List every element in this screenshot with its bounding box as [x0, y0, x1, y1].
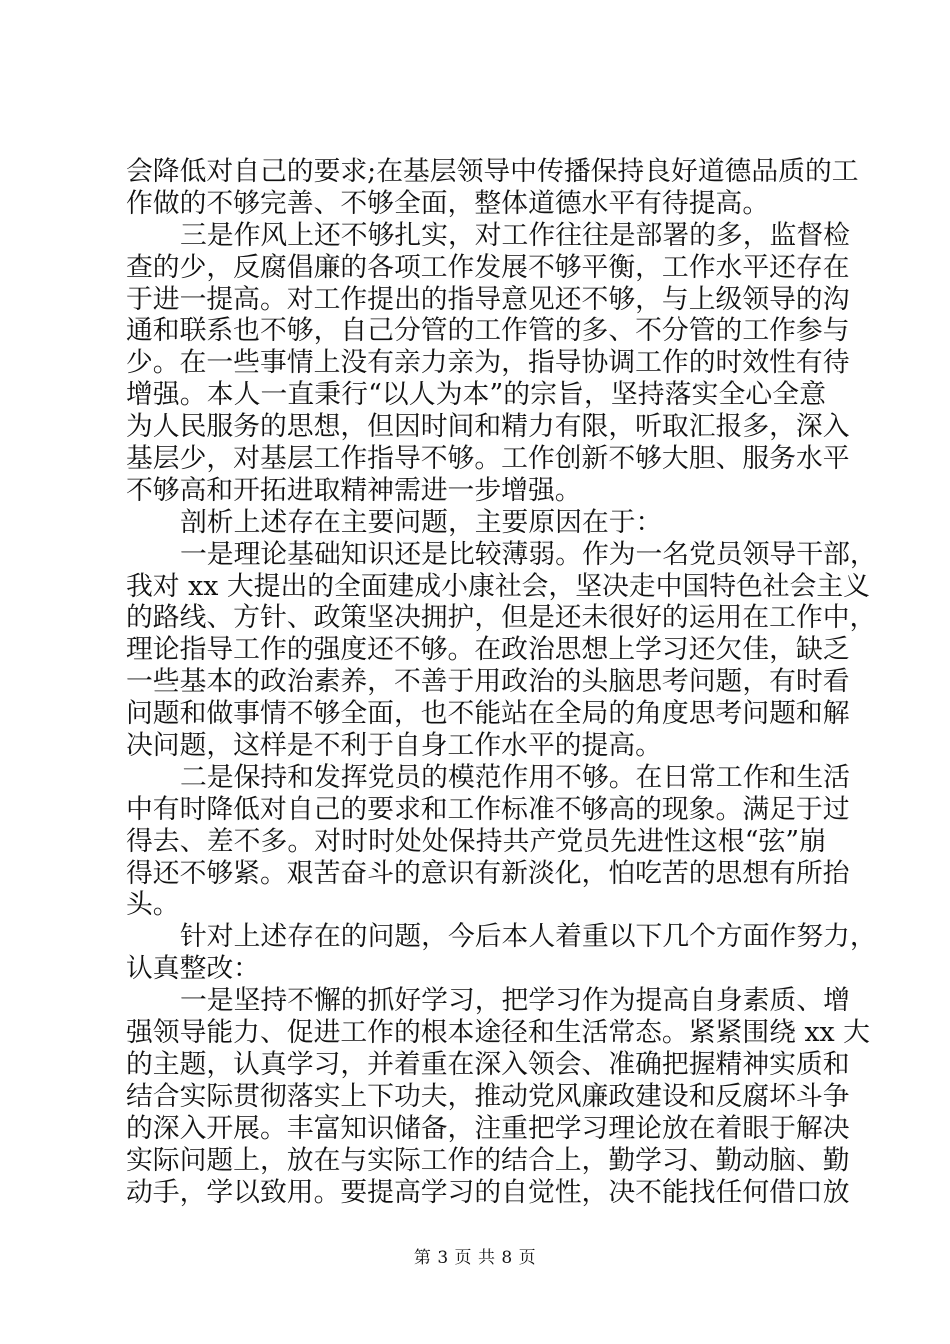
text-line: 一些基本的政治素养，不善于用政治的头脑思考问题，有时看 [126, 666, 850, 698]
text-line: 的路线、方针、政策坚决拥护，但是还未很好的运用在工作中， [126, 602, 877, 634]
text-line: 一是坚持不懈的抓好学习，把学习作为提高自身素质、增 [180, 985, 850, 1017]
document-body [126, 156, 877, 1208]
text-line: 动手，学以致用。要提高学习的自觉性，决不能找任何借口放 [126, 1176, 850, 1208]
text-line: 我对 xx 大提出的全面建成小康社会，坚决走中国特色社会主义 [126, 570, 870, 602]
text-line: 剖析上述存在主要问题，主要原因在于： [180, 506, 663, 538]
text-line: 头。 [126, 889, 180, 921]
text-line: 得还不够紧。艰苦奋斗的意识有新淡化，怕吃苦的思想有所抬 [126, 857, 850, 889]
text-line: 于进一提高。对工作提出的指导意见还不够，与上级领导的沟 [126, 283, 850, 315]
text-line: 强领导能力、促进工作的根本途径和生活常态。紧紧围绕 xx 大 [126, 1017, 870, 1049]
text-line: 实际问题上，放在与实际工作的结合上，勤学习、勤动脑、勤 [126, 1144, 850, 1176]
text-line: 结合实际贯彻落实上下功夫，推动党风廉政建设和反腐坏斗争 [126, 1080, 850, 1112]
text-line: 认真整改： [126, 953, 260, 985]
text-line: 一是理论基础知识还是比较薄弱。作为一名党员领导干部， [180, 538, 877, 570]
text-line: 为人民服务的思想，但因时间和精力有限，听取汇报多，深入 [126, 411, 850, 443]
text-line: 少。在一些事情上没有亲力亲为，指导协调工作的时效性有待 [126, 347, 850, 379]
text-line: 的深入开展。丰富知识储备，注重把学习理论放在着眼于解决 [126, 1112, 850, 1144]
text-line: 作做的不够完善、不够全面，整体道德水平有待提高。 [126, 187, 770, 219]
text-line: 中有时降低对自己的要求和工作标准不够高的现象。满足于过 [126, 793, 850, 825]
text-line: 问题和做事情不够全面，也不能站在全局的角度思考问题和解 [126, 698, 850, 730]
text-line: 通和联系也不够，自己分管的工作管的多、不分管的工作参与 [126, 315, 850, 347]
text-line: 二是保持和发挥党员的模范作用不够。在日常工作和生活 [180, 761, 850, 793]
text-line: 三是作风上还不够扎实，对工作往往是部署的多，监督检 [180, 219, 850, 251]
text-line: 的主题，认真学习，并着重在深入领会、准确把握精神实质和 [126, 1048, 850, 1080]
text-line: 理论指导工作的强度还不够。在政治思想上学习还欠佳，缺乏 [126, 634, 850, 666]
text-line: 决问题，这样是不利于自身工作水平的提高。 [126, 730, 662, 762]
text-line: 针对上述存在的问题，今后本人着重以下几个方面作努力， [180, 921, 877, 953]
text-line: 会降低对自己的要求;在基层领导中传播保持良好道德品质的工 [126, 156, 859, 187]
text-line: 不够高和开拓进取精神需进一步增强。 [126, 474, 582, 506]
text-line: 得去、差不多。对时时处处保持共产党员先进性这根“弦”崩 [126, 825, 826, 857]
page-number-footer: 第 3 页 共 8 页 [413, 1248, 537, 1268]
text-line: 查的少，反腐倡廉的各项工作发展不够平衡，工作水平还存在 [126, 251, 850, 283]
text-line: 增强。本人一直秉行“以人为本”的宗旨，坚持落实全心全意 [126, 379, 826, 411]
text-line: 基层少，对基层工作指导不够。工作创新不够大胆、服务水平 [126, 443, 850, 475]
